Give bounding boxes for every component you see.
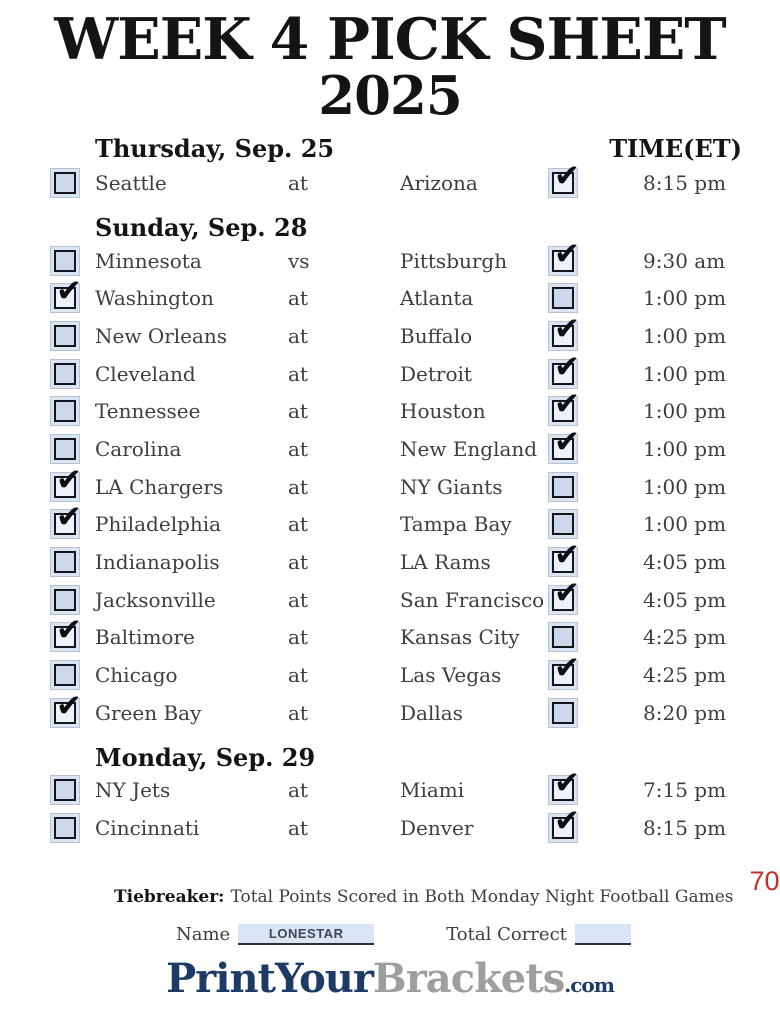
away-team-checkbox[interactable] <box>54 400 76 422</box>
home-team-checkbox[interactable] <box>552 287 574 309</box>
checkmark-icon: ✔ <box>56 687 82 724</box>
away-team-label: Carolina <box>95 436 182 461</box>
home-team-label: Dallas <box>400 700 463 725</box>
game-row <box>0 574 780 619</box>
at-vs-label: at <box>288 170 308 195</box>
away-team-label: Cincinnati <box>95 816 200 841</box>
home-team-label: Atlanta <box>400 286 474 311</box>
game-row <box>0 803 780 847</box>
home-team-label: Tampa Bay <box>400 512 512 537</box>
home-team-checkbox[interactable] <box>552 765 580 802</box>
away-team-checkbox[interactable] <box>54 499 82 536</box>
away-team-label: Jacksonville <box>95 587 216 612</box>
home-team-label: LA Rams <box>400 550 491 575</box>
checkmark-icon: ✔ <box>554 803 580 840</box>
home-team-label: Las Vegas <box>400 663 502 688</box>
logo-printyour-text: PrintYour <box>166 955 373 1002</box>
away-team-checkbox[interactable] <box>54 325 76 347</box>
away-team-checkbox[interactable] <box>54 438 76 460</box>
home-team-label: NY Giants <box>400 474 503 499</box>
section-heading: Monday, Sep. 29 <box>95 742 316 772</box>
at-vs-label: at <box>288 550 308 575</box>
home-team-label: Miami <box>400 778 465 803</box>
at-vs-label: at <box>288 700 308 725</box>
away-team-label: Tennessee <box>95 399 201 424</box>
name-input[interactable]: LONESTAR <box>238 924 374 945</box>
checkmark-icon: ✔ <box>56 612 82 649</box>
away-team-label: Minnesota <box>95 248 202 273</box>
away-team-label: Baltimore <box>95 625 195 650</box>
checkmark-icon: ✔ <box>554 157 580 194</box>
total-correct-input[interactable] <box>575 924 631 945</box>
home-team-label: Houston <box>400 399 486 424</box>
home-team-label: Buffalo <box>400 323 473 348</box>
home-team-checkbox[interactable] <box>552 626 574 648</box>
away-team-checkbox[interactable] <box>54 817 76 839</box>
home-team-label: Detroit <box>400 361 472 386</box>
games-list <box>0 765 780 847</box>
tiebreaker-value[interactable]: 70 <box>749 866 780 896</box>
tiebreaker-row <box>0 866 780 907</box>
game-row <box>0 310 780 355</box>
section-heading: Thursday, Sep. 25 <box>95 134 335 163</box>
game-time: 1:00 pm <box>643 361 727 386</box>
at-vs-label: at <box>288 361 308 386</box>
tiebreaker-description: Total Points Scored in Both Monday Night Football Games <box>230 887 734 907</box>
home-team-checkbox[interactable] <box>552 386 580 423</box>
away-team-checkbox[interactable] <box>54 363 76 385</box>
home-team-checkbox[interactable] <box>552 235 580 272</box>
game-row <box>0 157 780 202</box>
at-vs-label: at <box>288 323 308 348</box>
page-title-line1: WEEK 4 PICK SHEET <box>54 6 726 73</box>
at-vs-label: at <box>288 399 308 424</box>
home-team-label: Kansas City <box>400 625 520 650</box>
schedule-section <box>0 738 780 847</box>
checkmark-icon: ✔ <box>554 537 580 574</box>
game-row <box>0 612 780 657</box>
away-team-checkbox[interactable] <box>54 172 76 194</box>
home-team-checkbox[interactable] <box>552 348 580 385</box>
away-team-checkbox[interactable] <box>54 612 82 649</box>
sections <box>0 134 780 847</box>
away-team-label: Green Bay <box>95 700 202 725</box>
section-heading-row <box>0 208 780 242</box>
game-row <box>0 423 780 468</box>
at-vs-label: at <box>288 663 308 688</box>
game-time: 8:15 pm <box>643 170 727 195</box>
name-label: Name <box>176 924 231 945</box>
home-team-label: Arizona <box>400 170 478 195</box>
game-time: 1:00 pm <box>643 286 727 311</box>
at-vs-label: at <box>288 625 308 650</box>
logo-dotcom-text: .com <box>564 973 614 997</box>
at-vs-label: at <box>288 778 308 803</box>
section-heading: Sunday, Sep. 28 <box>95 212 308 242</box>
away-team-label: Washington <box>95 286 214 311</box>
section-heading-row <box>0 738 780 772</box>
checkmark-icon: ✔ <box>554 574 580 611</box>
home-team-checkbox[interactable] <box>552 513 574 535</box>
at-vs-label: vs <box>288 248 310 273</box>
home-team-checkbox[interactable] <box>552 650 580 687</box>
checkmark-icon: ✔ <box>554 423 580 460</box>
page-title-line2: 2025 <box>318 65 462 127</box>
footer-fields-row <box>0 921 780 945</box>
game-row <box>0 386 780 430</box>
away-team-label: Philadelphia <box>95 512 222 537</box>
game-row <box>0 348 780 393</box>
checkmark-icon: ✔ <box>554 650 580 687</box>
game-time: 1:00 pm <box>643 436 727 461</box>
home-team-label: New England <box>400 436 538 461</box>
away-team-checkbox[interactable] <box>54 551 76 573</box>
game-time: 7:15 pm <box>643 778 727 803</box>
game-row <box>0 499 780 544</box>
away-team-label: NY Jets <box>95 778 171 803</box>
away-team-label: Chicago <box>95 663 178 688</box>
game-time: 4:25 pm <box>643 625 727 650</box>
home-team-checkbox[interactable] <box>552 310 580 347</box>
at-vs-label: at <box>288 436 308 461</box>
section-heading-row <box>0 134 780 164</box>
at-vs-label: at <box>288 474 308 499</box>
away-team-label: Seattle <box>95 170 167 195</box>
tiebreaker-label: Tiebreaker: <box>114 887 225 907</box>
game-time: 4:25 pm <box>643 663 727 688</box>
checkmark-icon: ✔ <box>56 461 82 498</box>
at-vs-label: at <box>288 816 308 841</box>
away-team-checkbox[interactable] <box>54 779 76 801</box>
home-team-label: Pittsburgh <box>400 248 508 273</box>
printyourbrackets-logo <box>0 957 780 1009</box>
total-correct-label: Total Correct <box>446 924 567 945</box>
games-list <box>0 235 780 732</box>
checkmark-icon: ✔ <box>554 386 580 423</box>
game-time: 9:30 am <box>643 248 726 273</box>
games-list <box>0 157 780 202</box>
away-team-checkbox[interactable] <box>54 687 82 724</box>
game-time: 8:15 pm <box>643 816 727 841</box>
game-row <box>0 461 780 506</box>
away-team-label: LA Chargers <box>95 474 224 499</box>
away-team-checkbox[interactable] <box>54 250 76 272</box>
home-team-checkbox[interactable] <box>552 702 574 724</box>
checkmark-icon: ✔ <box>554 235 580 272</box>
game-time: 1:00 pm <box>643 474 727 499</box>
game-time: 4:05 pm <box>643 550 727 575</box>
home-team-label: San Francisco <box>400 587 545 612</box>
time-column-header: TIME(ET) <box>609 134 742 163</box>
away-team-label: New Orleans <box>95 323 228 348</box>
checkmark-icon: ✔ <box>554 348 580 385</box>
game-row <box>0 273 780 317</box>
logo-brackets-text: Brackets <box>372 955 565 1002</box>
game-time: 1:00 pm <box>643 512 727 537</box>
home-team-checkbox[interactable] <box>552 537 580 574</box>
away-team-label: Indianapolis <box>95 550 220 575</box>
game-time: 1:00 pm <box>643 323 727 348</box>
away-team-checkbox[interactable] <box>54 461 82 498</box>
home-team-checkbox[interactable] <box>552 476 574 498</box>
game-row <box>0 235 780 280</box>
page-title <box>0 0 780 127</box>
away-team-checkbox[interactable] <box>54 273 82 310</box>
schedule-section <box>0 134 780 202</box>
away-team-checkbox[interactable] <box>54 589 76 611</box>
checkmark-icon: ✔ <box>554 765 580 802</box>
home-team-checkbox[interactable] <box>552 423 580 460</box>
game-row <box>0 765 780 810</box>
home-team-checkbox[interactable] <box>552 574 580 611</box>
game-row <box>0 537 780 581</box>
schedule-section <box>0 208 780 732</box>
game-time: 4:05 pm <box>643 587 727 612</box>
game-time: 1:00 pm <box>643 399 727 424</box>
at-vs-label: at <box>288 512 308 537</box>
checkmark-icon: ✔ <box>56 273 82 310</box>
game-time: 8:20 pm <box>643 700 727 725</box>
game-row <box>0 650 780 694</box>
checkmark-icon: ✔ <box>56 499 82 536</box>
away-team-label: Cleveland <box>95 361 196 386</box>
home-team-checkbox[interactable] <box>552 803 580 840</box>
home-team-label: Denver <box>400 816 474 841</box>
game-row <box>0 687 780 732</box>
home-team-checkbox[interactable] <box>552 157 580 194</box>
at-vs-label: at <box>288 587 308 612</box>
at-vs-label: at <box>288 286 308 311</box>
checkmark-icon: ✔ <box>554 310 580 347</box>
away-team-checkbox[interactable] <box>54 664 76 686</box>
